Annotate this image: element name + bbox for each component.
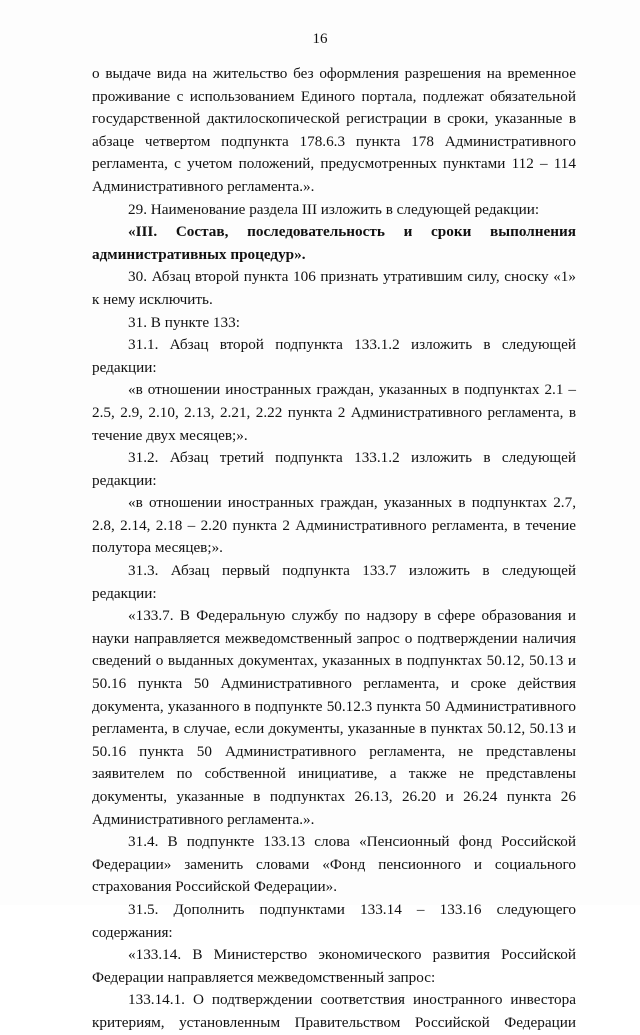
document-body bbox=[92, 63, 576, 1035]
paragraph: о выдаче вида на жительство без оформления разрешения на временное проживание с использованием Единого портала, подлежат обязательной государственной дактилоскопической регистрации в сроки, указанные в абзаце четвертом подпункта 178.6.3 пункта 178 Административного регламента, с учетом положений, предусмотренных пунктами 112 – 114 Административного регламента.». bbox=[92, 65, 576, 195]
paragraph: «133.7. В Федеральную службу по надзору в сфере образования и науки направляется межведомственный запрос о подтверждении наличия сведений о выданных документах, указанных в подпунктах 50.12, 50.13 и 50.16 пункта 50 Административного регламента, и сроке действия документа, указанного в подпункте 50.12.3 пункта 50 Административного регламента, в случае, если документы, указанные в пунктах 50.12, 50.13 и 50.16 пункта 50 Административного регламента, не представлены заявителем по собственной инициативе, а также не представлены документы, указанные в подпунктах 26.13, 26.20 и 26.24 пункта 26 Административного регламента.». bbox=[92, 607, 576, 828]
paragraph: 29. Наименование раздела III изложить в следующей редакции: bbox=[128, 200, 540, 218]
paragraph: 31.1. Абзац второй подпункта 133.1.2 изложить в следующей редакции: bbox=[92, 336, 576, 376]
paragraph: «133.14. В Министерство экономического развития Российской Федерации направляется межведомственный запрос: bbox=[92, 946, 576, 986]
paragraph: 31.3. Абзац первый подпункта 133.7 изложить в следующей редакции: bbox=[92, 562, 576, 602]
paragraph: 31.4. В подпункте 133.13 слова «Пенсионный фонд Российской Федерации» заменить словами «Фонд пенсионного и социального страхования Российской Федерации». bbox=[92, 833, 576, 896]
paragraph: «в отношении иностранных граждан, указанных в подпунктах 2.7, 2.8, 2.14, 2.18 – 2.20 пункта 2 Административного регламента, в течение полутора месяцев;». bbox=[92, 494, 576, 557]
paragraph: «в отношении иностранных граждан, указанных в подпунктах 2.1 – 2.5, 2.9, 2.10, 2.13, 2.21, 2.22 пункта 2 Административного регламента, в течение двух месяцев;». bbox=[92, 381, 576, 444]
paragraph: 31.2. Абзац третий подпункта 133.1.2 изложить в следующей редакции: bbox=[92, 449, 576, 489]
page-number: 16 bbox=[312, 31, 328, 47]
paragraph: 31.5. Дополнить подпунктами 133.14 – 133.16 следующего содержания: bbox=[92, 900, 576, 941]
paragraph: 133.14.1. О подтверждении соответствия иностранного инвестора критериям, установленным Правительством Российской Федерации bbox=[92, 991, 576, 1031]
paragraph: «III. Состав, последовательность и сроки выполнения административных процедур». bbox=[92, 223, 576, 263]
paragraph: 31. В пункте 133: bbox=[128, 313, 240, 331]
paragraph: 30. Абзац второй пункта 106 признать утратившим силу, сноску «1» к нему исключить. bbox=[92, 268, 576, 308]
